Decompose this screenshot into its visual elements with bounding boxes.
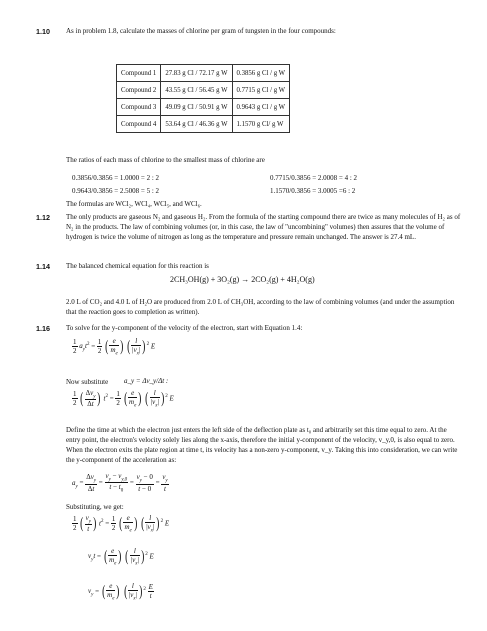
table-row [117,99,290,116]
ratio-2: 0.7715/0.3856 = 2.0008 = 4 : 2 [270,174,358,182]
compound-name: Compound 4 [117,116,161,133]
mass-ratio: 43.55 g Cl / 56.45 g W [161,82,232,99]
problem-1-12-text: The only products are gaseous N₂ and gaseous H₂. From the formula of the starting compound there are twice as many molecules of H₂ as of N₂ in the products. The law of combining volumes (or, in this case, the law of "uncombining" volumes) then assures that the volume of hydrogen is twice the volume of nitrogen as long as the temperature and pressure remain unchanged. The answer is 27.4 mL. [66,213,461,241]
table-row [117,116,290,133]
problem-1-14-text: 2.0 L of CO₂ and 4.0 L of H₂O are produced from 2.0 L of CH₃OH, according to the law of combining volumes (and under the assumption that the reaction goes to completion as written). [66,298,455,316]
compound-name: Compound 2 [117,82,161,99]
problem-1-10-intro: As in problem 1.8, calculate the masses of chlorine per gram of tungsten in the four compounds: [66,27,336,35]
table-row [117,82,290,99]
combustion-equation: 2CH₃OH(g) + 3O₂(g) → 2CO₂(g) + 4H₂O(g) [170,275,315,284]
ratios-intro: The ratios of each mass of chlorine to the smallest mass of chlorine are [66,156,265,164]
mass-per-gram: 0.9643 g Cl / g W [232,99,290,116]
mass-per-gram: 0.7715 g Cl / g W [232,82,290,99]
mass-per-gram: 1.1570 g Cl/ g W [232,116,290,133]
equation-step-3: $v_y$ = ( $\frac{e}{m_e}$ ) ( $\frac{l}{|v_x|}$ )$^2$ $\frac{E}{t}$ [88,582,153,602]
acceleration-equation: $a_y$ = $\frac{\Delta v_y}{\Delta t}$ = $\frac{v_y - v_{y,0}}{t - t_0}$ = $\frac{v_y - 0}{t - 0}$ = $\frac{v_y}{t}$ [72,472,168,494]
problem-number-1-14: 1.14 [36,262,50,271]
ratio-3: 0.9643/0.3856 = 2.5008 = 5 : 2 [72,187,160,195]
equation-step-1: $\frac{1}{2}$ ( $\frac{v_y}{t}$ ) $t^2$ = $\frac{1}{2}$ ( $\frac{e}{m_e}$ ) ( $\frac{l}{|v_x|}$ )$^2$ E [73,514,170,534]
mass-ratio: 53.64 g Cl / 46.36 g W [161,116,232,133]
substituting-label: Substituting, we get: [66,503,124,511]
compound-name: Compound 1 [117,65,161,82]
problem-number-1-12: 1.12 [36,213,50,222]
mass-ratio: 27.83 g Cl / 72.17 g W [161,65,232,82]
problem-number-1-10: 1.10 [36,27,50,36]
compound-name: Compound 3 [117,99,161,116]
problem-1-14-intro: The balanced chemical equation for this reaction is [66,262,209,270]
problem-1-16-text: Define the time at which the electron just enters the left side of the deflection plate as t₀ and arbitrarily set this time equal to zero. At the entry point, the electron's velocity solely lies along the x-axis, therefore the initial y-component of the velocity, v_y,0, is also equal to zero. When the electron exits the plate region at time t, its velocity has a non-zero y-component, v_y. Taking this into consideration, we can write the y-component of the acceleration as: [66,426,458,464]
mass-ratio: 49.09 g Cl / 50.91 g W [161,99,232,116]
substituted-equation: $\frac{1}{2}$ ( $\frac{\Delta v_y}{\Delta t}$ ) $t^2$ = $\frac{1}{2}$ ( $\frac{e}{m_e}$ ) ( $\frac{l}{|v_x|}$ )$^2$ E [73,389,174,409]
ratio-1: 0.3856/0.3856 = 1.0000 = 2 : 2 [72,174,160,182]
problem-1-16-intro: To solve for the y-component of the velocity of the electron, start with Equation 1.4: [66,324,303,332]
mass-per-gram: 0.3856 g Cl / g W [232,65,290,82]
problem-number-1-16: 1.16 [36,324,50,333]
table-row [117,65,290,82]
equation-1-4: $\frac{1}{2}$ $a_yt^2$ = $\frac{1}{2}$ ( $\frac{e}{m_e}$ ) ( $\frac{l}{|v_x|}$ )$^2$ E [73,337,156,357]
formulas-line: The formulas are WCl₂, WCl₄, WCl₅, and WCl₆. [66,200,202,208]
compound-table [116,64,290,133]
substitute-expression: a_y = Δv_y/Δt : [124,377,169,385]
equation-step-2: $v_yt$ = ( $\frac{e}{m_e}$ ) ( $\frac{l}{|v_x|}$ )$^2$ E [88,547,154,567]
substitute-label: Now substitute [66,378,109,386]
ratio-4: 1.1570/0.3856 = 3.0005 =6 : 2 [270,187,356,195]
